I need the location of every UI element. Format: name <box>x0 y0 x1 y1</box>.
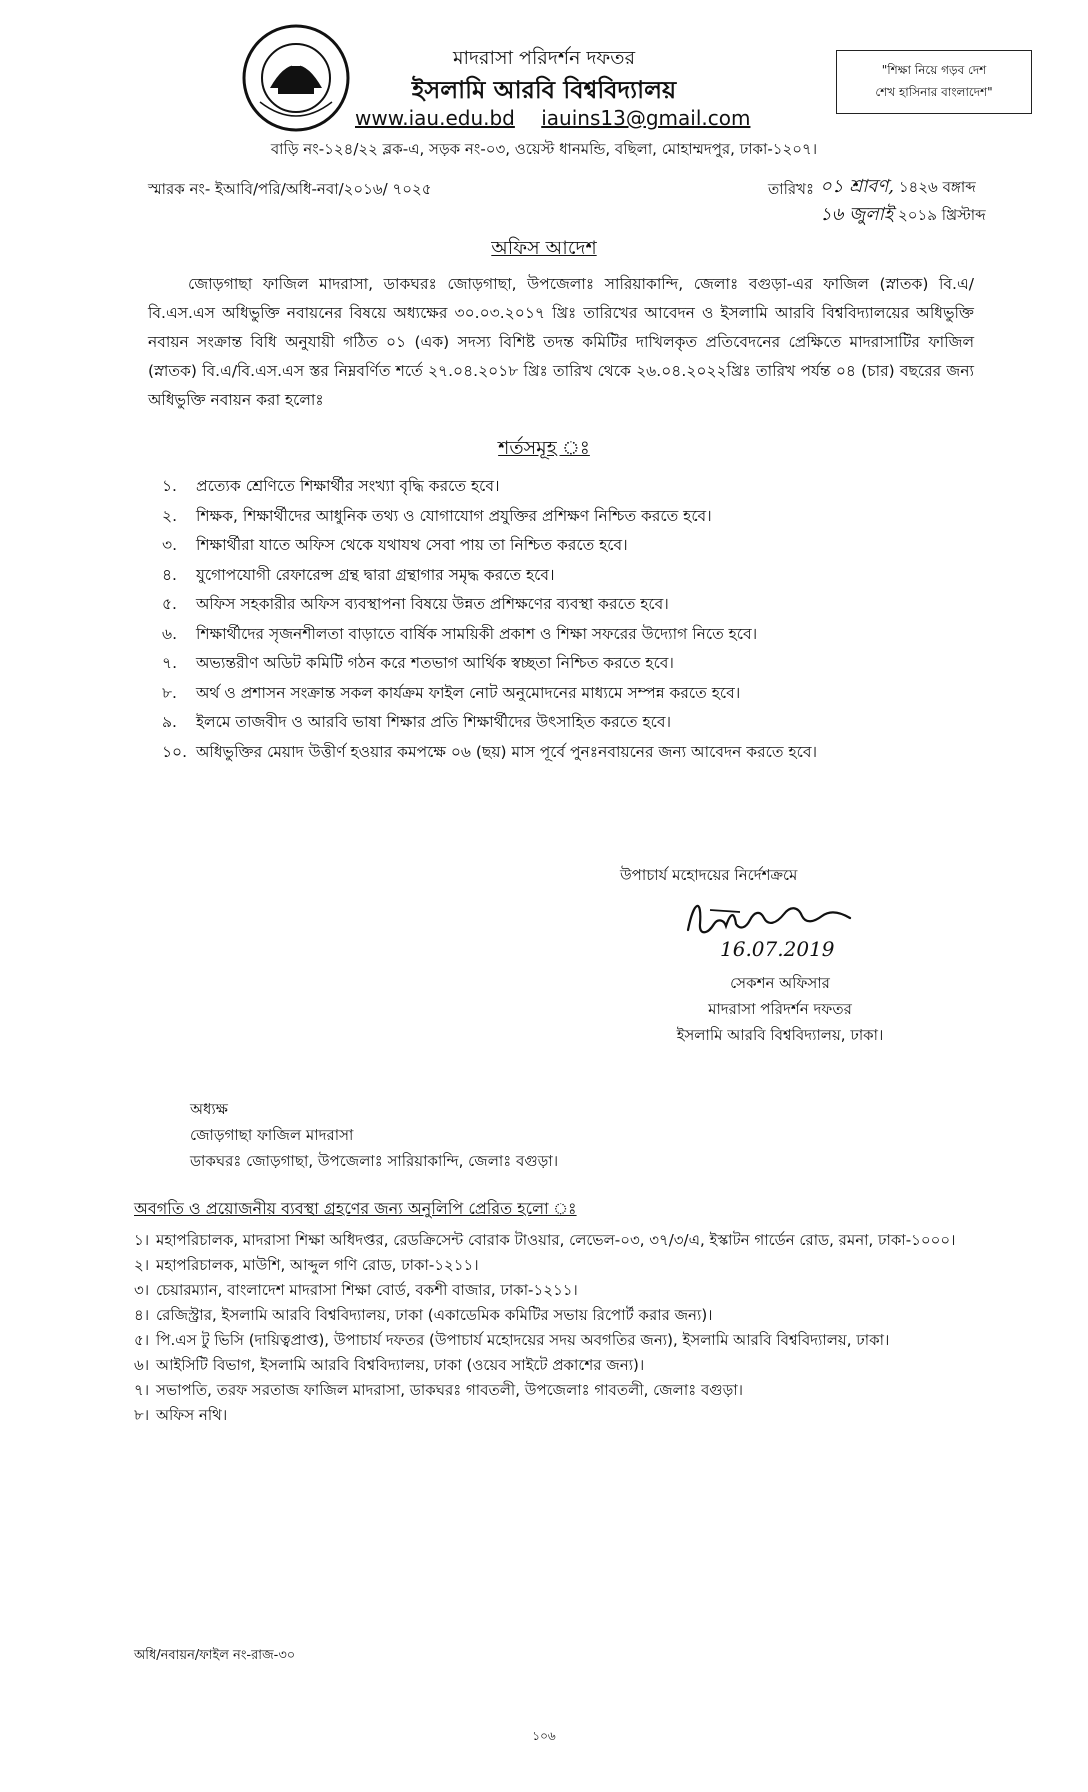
copy-to-item-number: ২। <box>134 1256 150 1274</box>
condition-item-text: শিক্ষার্থীদের সৃজনশীলতা বাড়াতে বার্ষিক সাময়িকী প্রকাশ ও শিক্ষা সফরের উদ্যোগ নিতে হবে। <box>196 624 758 643</box>
condition-item-text: যুগোপযোগী রেফারেন্স গ্রন্থ দ্বারা গ্রন্থাগার সমৃদ্ধ করতে হবে। <box>196 565 555 584</box>
copy-to-item-number: ১। <box>134 1231 150 1249</box>
copy-to-item <box>134 1378 984 1403</box>
condition-item-number: ৭. <box>162 654 178 672</box>
condition-item-number: ২. <box>162 506 178 525</box>
conditions-title <box>0 434 1088 466</box>
copy-to-item-number: ৮। <box>134 1406 150 1424</box>
document-title <box>0 234 1088 266</box>
copy-to-item-number: ৩। <box>134 1281 150 1299</box>
copy-to-item <box>134 1253 984 1278</box>
condition-item-text: শিক্ষক, শিক্ষার্থীদের আধুনিক তথ্য ও যোগাযোগ প্রযুক্তির প্রশিক্ষণ নিশ্চিত করতে হবে। <box>196 506 712 525</box>
copy-to-item <box>134 1228 984 1253</box>
condition-item-text: শিক্ষার্থীরা যাতে অফিস থেকে যথাযথ সেবা পায় তা নিশ্চিত করতে হবে। <box>196 536 628 554</box>
condition-item-text: অধিভুক্তির মেয়াদ উত্তীর্ণ হওয়ার কমপক্ষে ০৬ (ছয়) মাস পূর্বে পুনঃনবায়নের জন্য আবেদন করতে হবে। <box>196 742 818 761</box>
recipient-block <box>190 1096 558 1174</box>
conditions-title-text: শর্তসমূহ ঃ <box>498 437 590 459</box>
copy-to-item-number: ৫। <box>134 1331 150 1349</box>
website-link[interactable]: www.iau.edu.bd <box>355 106 515 130</box>
condition-item-text: অভ্যন্তরীণ অডিট কমিটি গঠন করে শতভাগ আর্থিক স্বচ্ছতা নিশ্চিত করতে হবে। <box>196 654 674 672</box>
condition-item-number: ১০. <box>162 742 188 761</box>
copy-to-title <box>134 1196 577 1223</box>
signatory-block <box>640 970 920 1048</box>
signatory-designation: সেকশন অফিসার <box>730 974 830 992</box>
condition-item <box>162 708 978 738</box>
copy-to-item-number: ৬। <box>134 1356 150 1374</box>
file-number: অধি/নবায়ন/ফাইল নং-রাজ-৩০ <box>134 1648 296 1663</box>
condition-item-number: ৮. <box>162 683 177 702</box>
condition-item-number: ৩. <box>162 536 178 554</box>
condition-item <box>162 472 978 502</box>
copy-to-list <box>134 1228 984 1428</box>
copy-to-item <box>134 1403 984 1428</box>
university-name: ইসলামি আরবি বিশ্ববিদ্যালয় <box>411 76 677 104</box>
condition-item <box>162 590 978 620</box>
date-bangla-handwritten: ০১ শ্রাবণ, <box>820 176 895 197</box>
signatory-university: ইসলামি আরবি বিশ্ববিদ্যালয়, ঢাকা। <box>676 1026 884 1044</box>
slogan-line-1: "শিক্ষা নিয়ে গড়ব দেশ <box>881 63 987 77</box>
recipient-address: ডাকঘরঃ জোড়গাছা, উপজেলাঃ সারিয়াকান্দি, জেলাঃ বগুড়া। <box>190 1152 559 1170</box>
copy-to-item-text: সভাপতি, তরফ সরতাজ ফাজিল মাদরাসা, ডাকঘরঃ গাবতলী, উপজেলাঃ গাবতলী, জেলাঃ বগুড়া। <box>156 1381 744 1399</box>
condition-item-text: ইলমে তাজবীদ ও আরবি ভাষা শিক্ষার প্রতি শিক্ষার্থীদের উৎসাহিত করতে হবে। <box>196 713 671 731</box>
date-bangla-printed: ১৪২৬ বঙ্গাব্দ <box>898 178 976 196</box>
condition-item-text: অফিস সহকারীর অফিস ব্যবস্থাপনা বিষয়ে উন্নত প্রশিক্ষণের ব্যবস্থা করতে হবে। <box>196 595 669 613</box>
condition-item <box>162 561 978 591</box>
memo-number: স্মারক নং- ইআবি/পরি/অধি-নবা/২০১৬/ ৭০২৫ <box>148 180 432 198</box>
recipient-institution: জোড়গাছা ফাজিল মাদরাসা <box>190 1126 354 1144</box>
condition-item-number: ৯. <box>162 713 177 731</box>
condition-item <box>162 502 978 532</box>
copy-to-title-text: অবগতি ও প্রয়োজনীয় ব্যবস্থা গ্রহণের জন্য অনুলিপি প্রেরিত হলো ঃ <box>134 1199 577 1218</box>
condition-item-number: ৬. <box>162 624 178 643</box>
date-english <box>820 200 986 231</box>
address: বাড়ি নং-১২৪/২২ ব্লক-এ, সড়ক নং-০৩, ওয়েস্ট ধানমন্ডি, বছিলা, মোহাম্মদপুর, ঢাকা-১২০৭। <box>270 140 818 158</box>
copy-to-item <box>134 1278 984 1303</box>
copy-to-item-text: মহাপরিচালক, মাউশি, আব্দুল গণি রোড, ঢাকা-১২১১। <box>156 1256 479 1274</box>
page-number: ১০৬ <box>532 1729 556 1743</box>
condition-item-number: ১. <box>162 477 177 495</box>
condition-item-number: ৫. <box>162 595 177 613</box>
date-english-printed: ২০১৯ খ্রিস্টাব্দ <box>898 206 986 224</box>
copy-to-item <box>134 1303 984 1328</box>
copy-to-item-number: ৭। <box>134 1381 150 1399</box>
copy-to-item-text: রেজিস্ট্রার, ইসলামি আরবি বিশ্ববিদ্যালয়, ঢাকা (একাডেমিক কমিটির সভায় রিপোর্ট করার জন্য)। <box>156 1306 713 1324</box>
date-bangla <box>820 172 976 203</box>
copy-to-item-text: চেয়ারম্যান, বাংলাদেশ মাদরাসা শিক্ষা বোর্ড, বকশী বাজার, ঢাকা-১২১১। <box>156 1281 578 1299</box>
condition-item <box>162 649 978 679</box>
signature-date: 16.07.2019 <box>720 937 835 961</box>
copy-to-item-text: পি.এস টু ভিসি (দায়িত্বপ্রাপ্ত), উপাচার্য দফতর (উপাচার্য মহোদয়ের সদয় অবগতির জন্য), ইসলামি আরবি বিশ্ববিদ্যালয়, ঢাকা। <box>156 1331 890 1349</box>
date-english-handwritten: ১৬ জুলাই <box>820 204 894 225</box>
signature-note: উপাচার্য মহোদয়ের নির্দেশক্রমে <box>620 866 798 884</box>
email-link[interactable]: iauins13@gmail.com <box>541 106 751 130</box>
condition-item <box>162 620 978 650</box>
handwritten-signature <box>680 890 880 964</box>
condition-item-number: ৪. <box>162 565 177 584</box>
copy-to-item-text: মহাপরিচালক, মাদরাসা শিক্ষা অধিদপ্তর, রেডক্রিসেন্ট বোরাক টাওয়ার, লেভেল-০৩, ৩৭/৩/এ, ইস্কাটন গার্ডেন রোড, রমনা, ঢাকা-১০০০। <box>156 1231 956 1249</box>
copy-to-item <box>134 1353 984 1378</box>
condition-item <box>162 738 978 768</box>
conditions-list <box>162 472 978 767</box>
office-name: মাদরাসা পরিদর্শন দফতর <box>452 47 636 69</box>
recipient-title: অধ্যক্ষ <box>190 1100 228 1118</box>
order-body: জোড়গাছা ফাজিল মাদরাসা, ডাকঘরঃ জোড়গাছা, উপজেলাঃ সারিয়াকান্দি, জেলাঃ বগুড়া-এর ফাজিল (স্নাতক) বি.এ/বি.এস.এস অধিভুক্তি নবায়নের বিষয়ে অধ্যক্ষের ৩০.০৩.২০১৭ খ্রিঃ তারিখের আবেদন ও ইসলামি আরবি বিশ্ববিদ্যালয়ের অধিভুক্তি নবায়ন সংক্রান্ত বিধি অনুযায়ী গঠিত ০১ (এক) সদস্য বিশিষ্ট তদন্ত কমিটির দাখিলকৃত প্রতিবেদনের প্রেক্ষিতে মাদরাসাটির ফাজিল (স্নাতক) বি.এ/বি.এস.এস স্তর নিম্নবর্ণিত শর্তে ২৭.০৪.২০১৮ খ্রিঃ তারিখ থেকে ২৬.০৪.২০২২খ্রিঃ তারিখ পর্যন্ত ০৪ (চার) বছরের জন্য অধিভুক্তি নবায়ন করা হলোঃ <box>148 275 974 409</box>
copy-to-item <box>134 1328 984 1353</box>
contact-links <box>355 106 770 130</box>
copy-to-item-text: অফিস নথি। <box>156 1406 228 1424</box>
date-label: তারিখঃ <box>768 180 814 198</box>
slogan-line-2: শেখ হাসিনার বাংলাদেশ" <box>875 85 993 99</box>
document-title-text: অফিস আদেশ <box>491 237 597 259</box>
condition-item <box>162 679 978 709</box>
condition-item-text: অর্থ ও প্রশাসন সংক্রান্ত সকল কার্যক্রম ফাইল নোট অনুমোদনের মাধ্যমে সম্পন্ন করতে হবে। <box>196 683 741 702</box>
condition-item <box>162 531 978 561</box>
copy-to-item-text: আইসিটি বিভাগ, ইসলামি আরবি বিশ্ববিদ্যালয়, ঢাকা (ওয়েব সাইটে প্রকাশের জন্য)। <box>156 1356 645 1374</box>
slogan-box <box>836 50 1032 114</box>
copy-to-item-number: ৪। <box>134 1306 150 1324</box>
condition-item-text: প্রত্যেক শ্রেণিতে শিক্ষার্থীর সংখ্যা বৃদ্ধি করতে হবে। <box>196 477 500 495</box>
signatory-office: মাদরাসা পরিদর্শন দফতর <box>708 1000 852 1018</box>
